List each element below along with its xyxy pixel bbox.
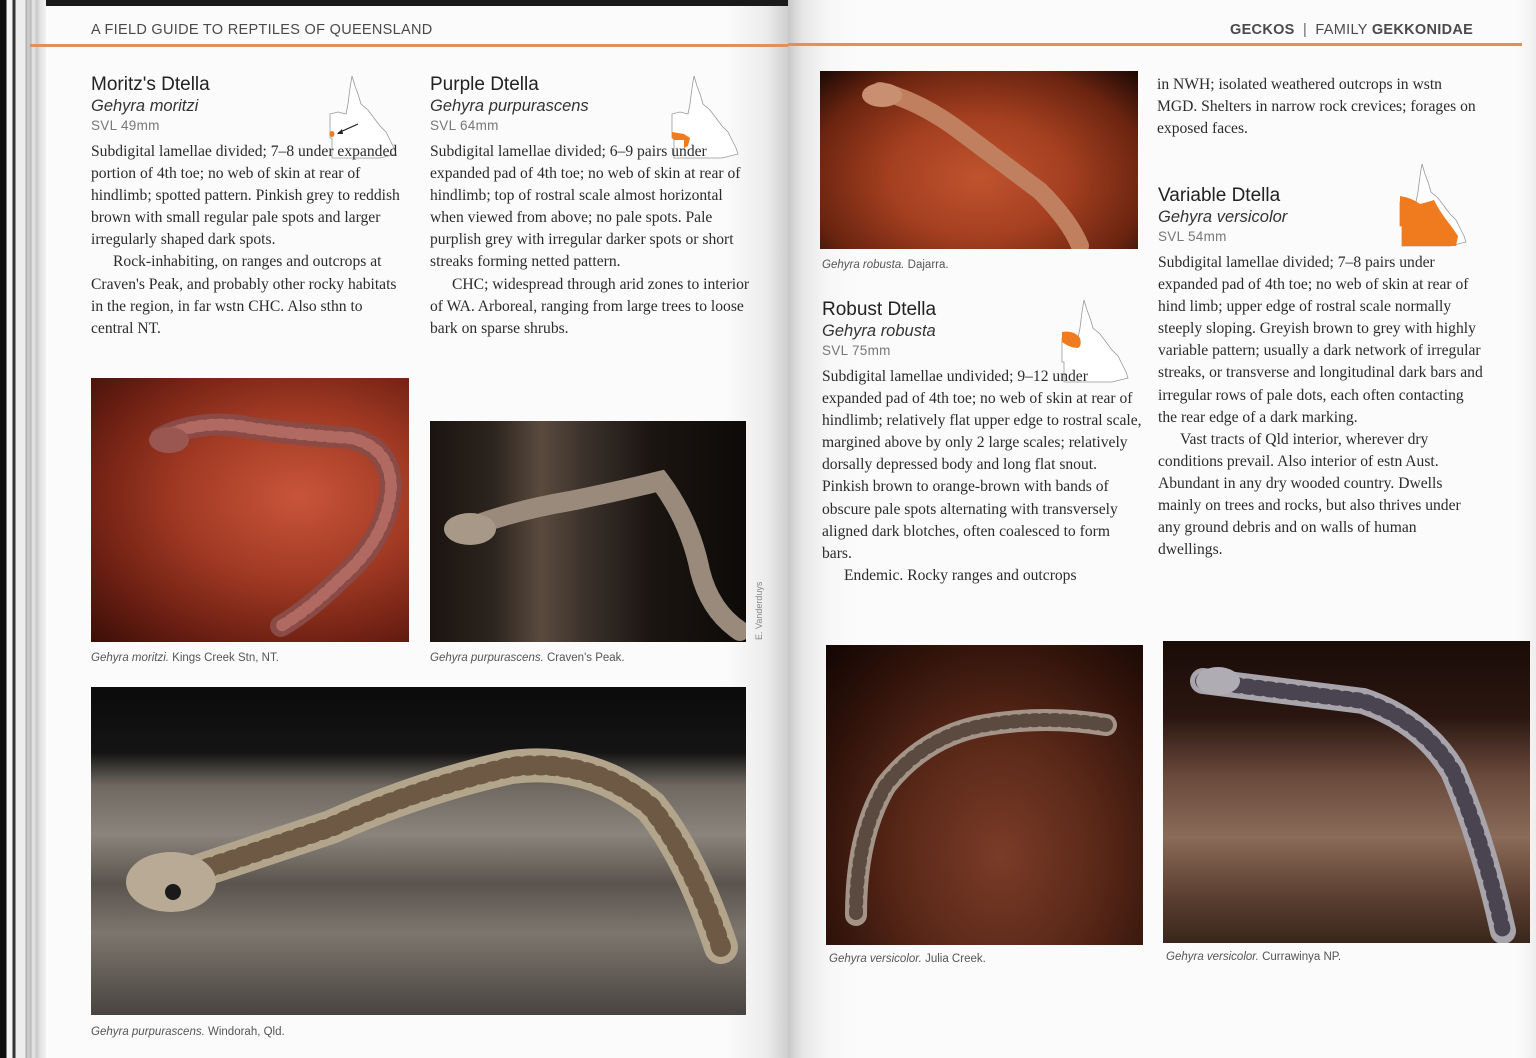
book-page-edges — [0, 0, 46, 1058]
family-name: GEKKONIDAE — [1371, 22, 1474, 38]
caption-location: Kings Creek Stn, NT. — [168, 652, 279, 664]
svl-measurement: SVL 64mm — [430, 118, 499, 133]
description: Subdigital lamellae divided; 7–8 under expanded portion of 4th toe; no web of skin at rear of hindlimb; spotted pattern. Pinkish grey to reddish brown with small regular pale spots and larger irregularly shaped dark spots. — [91, 143, 400, 249]
caption-scientific: Gehyra purpurascens. — [91, 1026, 205, 1038]
species-text-purpurascens — [430, 141, 750, 340]
header-rule-right — [788, 43, 1522, 46]
scientific-name: Gehyra moritzi — [91, 97, 199, 115]
caption-location: Craven's Peak. — [543, 652, 625, 664]
scientific-name: Gehyra robusta — [822, 322, 936, 340]
caption-location: Windorah, Qld. — [204, 1026, 285, 1038]
photo-gehyra-robusta — [820, 71, 1138, 249]
gecko-illustration — [91, 687, 746, 1015]
running-head-left: A FIELD GUIDE TO REPTILES OF QUEENSLAND — [91, 22, 433, 38]
species-heading-robusta — [822, 298, 1062, 360]
caption-scientific: Gehyra purpurascens. — [430, 652, 544, 664]
running-head-right — [1230, 22, 1473, 38]
species-text-robusta — [822, 366, 1142, 587]
common-name: Purple Dtella — [430, 74, 539, 95]
caption-location: Currawinya NP. — [1258, 951, 1342, 963]
description: Subdigital lamellae undivided; 9–12 under expanded pad of 4th toe; no web of skin at rear of hindlimb; relatively flat upper edge to rostral scale, margined above by only 2 large scales; relatively dorsally depressed body and long flat snout. Pinkish brown to orange-brown with bands of obscure pale spots alternating with transversely aligned dark blotches, often coalesced to form bars. — [822, 368, 1142, 562]
svl-measurement: SVL 54mm — [1158, 229, 1227, 244]
gecko-illustration — [430, 421, 746, 642]
caption-moritzi-photo — [91, 652, 279, 664]
section-title: GECKOS — [1230, 22, 1295, 38]
habitat: Rock-inhabiting, on ranges and outcrops at Craven's Peak, and probably other rocky habitats in the region, in far wstn CHC. Also sthn to central NT. — [91, 253, 397, 337]
caption-location: Dajarra. — [904, 259, 949, 271]
species-text-moritzi — [91, 141, 401, 340]
caption-scientific: Gehyra versicolor. — [829, 953, 922, 965]
common-name: Variable Dtella — [1158, 185, 1281, 206]
caption-versicolor-photo-1 — [829, 953, 986, 965]
caption-robusta-photo — [822, 259, 949, 271]
photo-gehyra-versicolor-currawinya — [1163, 641, 1530, 943]
family-label: FAMILY — [1315, 22, 1368, 38]
photo-gehyra-moritzi — [91, 378, 409, 642]
habitat: Endemic. Rocky ranges and outcrops — [844, 566, 1077, 584]
description: Subdigital lamellae divided; 7–8 pairs under expanded pad of 4th toe; no web of skin at rear of hind limb; upper edge of rostral scale normally steeply sloping. Greyish brown to grey with highly variable pattern; usually a dark network of irregular streaks, or transverse and longitudinal dark bars and irregular rows of pale dots, each often contacting the rear edge of a dark marking. — [1158, 254, 1483, 426]
distribution-map-versicolor — [1398, 162, 1470, 248]
caption-location: Julia Creek. — [921, 953, 986, 965]
gecko-illustration — [1163, 641, 1530, 943]
caption-purpurascens-photo-2 — [91, 1026, 285, 1038]
caption-scientific: Gehyra robusta. — [822, 259, 905, 271]
species-text-versicolor — [1158, 252, 1483, 561]
common-name: Robust Dtella — [822, 299, 937, 320]
photo-gehyra-purpurascens-cravens-peak — [430, 421, 746, 642]
photo-credit: E. Vanderduys — [754, 581, 764, 640]
habitat: Vast tracts of Qld interior, wherever dry conditions prevail. Also interior of estn Aust. Abundant in any dry wooded country. Dwells mainly on trees and rocks, but also thrives under any ground debris and on walls of human dwellings. — [1158, 430, 1461, 559]
continued-paragraph: in NWH; isolated weathered outcrops in wstn MGD. Shelters in narrow rock crevices; forages on exposed faces. — [1157, 76, 1476, 138]
description: Subdigital lamellae divided; 6–9 pairs under expanded pad of 4th toe; no web of skin at rear of hindlimb; top of rostral scale almost horizontal when viewed from above; no pale spots. Pale purplish grey with irregular darker spots or short streaks forming netted pattern. — [430, 143, 741, 271]
caption-versicolor-photo-2 — [1166, 951, 1341, 963]
continued-text — [1157, 74, 1477, 140]
svl-measurement: SVL 75mm — [822, 343, 891, 358]
species-heading-moritzi — [91, 73, 331, 135]
caption-scientific: Gehyra versicolor. — [1166, 951, 1259, 963]
gecko-illustration — [91, 378, 409, 642]
scientific-name: Gehyra purpurascens — [430, 97, 589, 115]
habitat: CHC; widespread through arid zones to interior of WA. Arboreal, ranging from large trees to loose bark on sparse shrubs. — [430, 275, 750, 337]
photo-gehyra-purpurascens-windorah — [91, 687, 746, 1015]
photo-gehyra-versicolor-julia-creek — [826, 645, 1143, 945]
scientific-name: Gehyra versicolor — [1158, 208, 1288, 226]
species-heading-purpurascens — [430, 73, 670, 135]
header-rule-left — [30, 44, 788, 47]
caption-purpurascens-photo-1 — [430, 652, 625, 664]
caption-scientific: Gehyra moritzi. — [91, 652, 169, 664]
svl-measurement: SVL 49mm — [91, 118, 160, 133]
gecko-illustration — [820, 71, 1138, 249]
separator: | — [1303, 22, 1308, 38]
common-name: Moritz's Dtella — [91, 74, 210, 95]
gecko-illustration — [826, 645, 1143, 945]
species-heading-versicolor — [1158, 184, 1398, 246]
